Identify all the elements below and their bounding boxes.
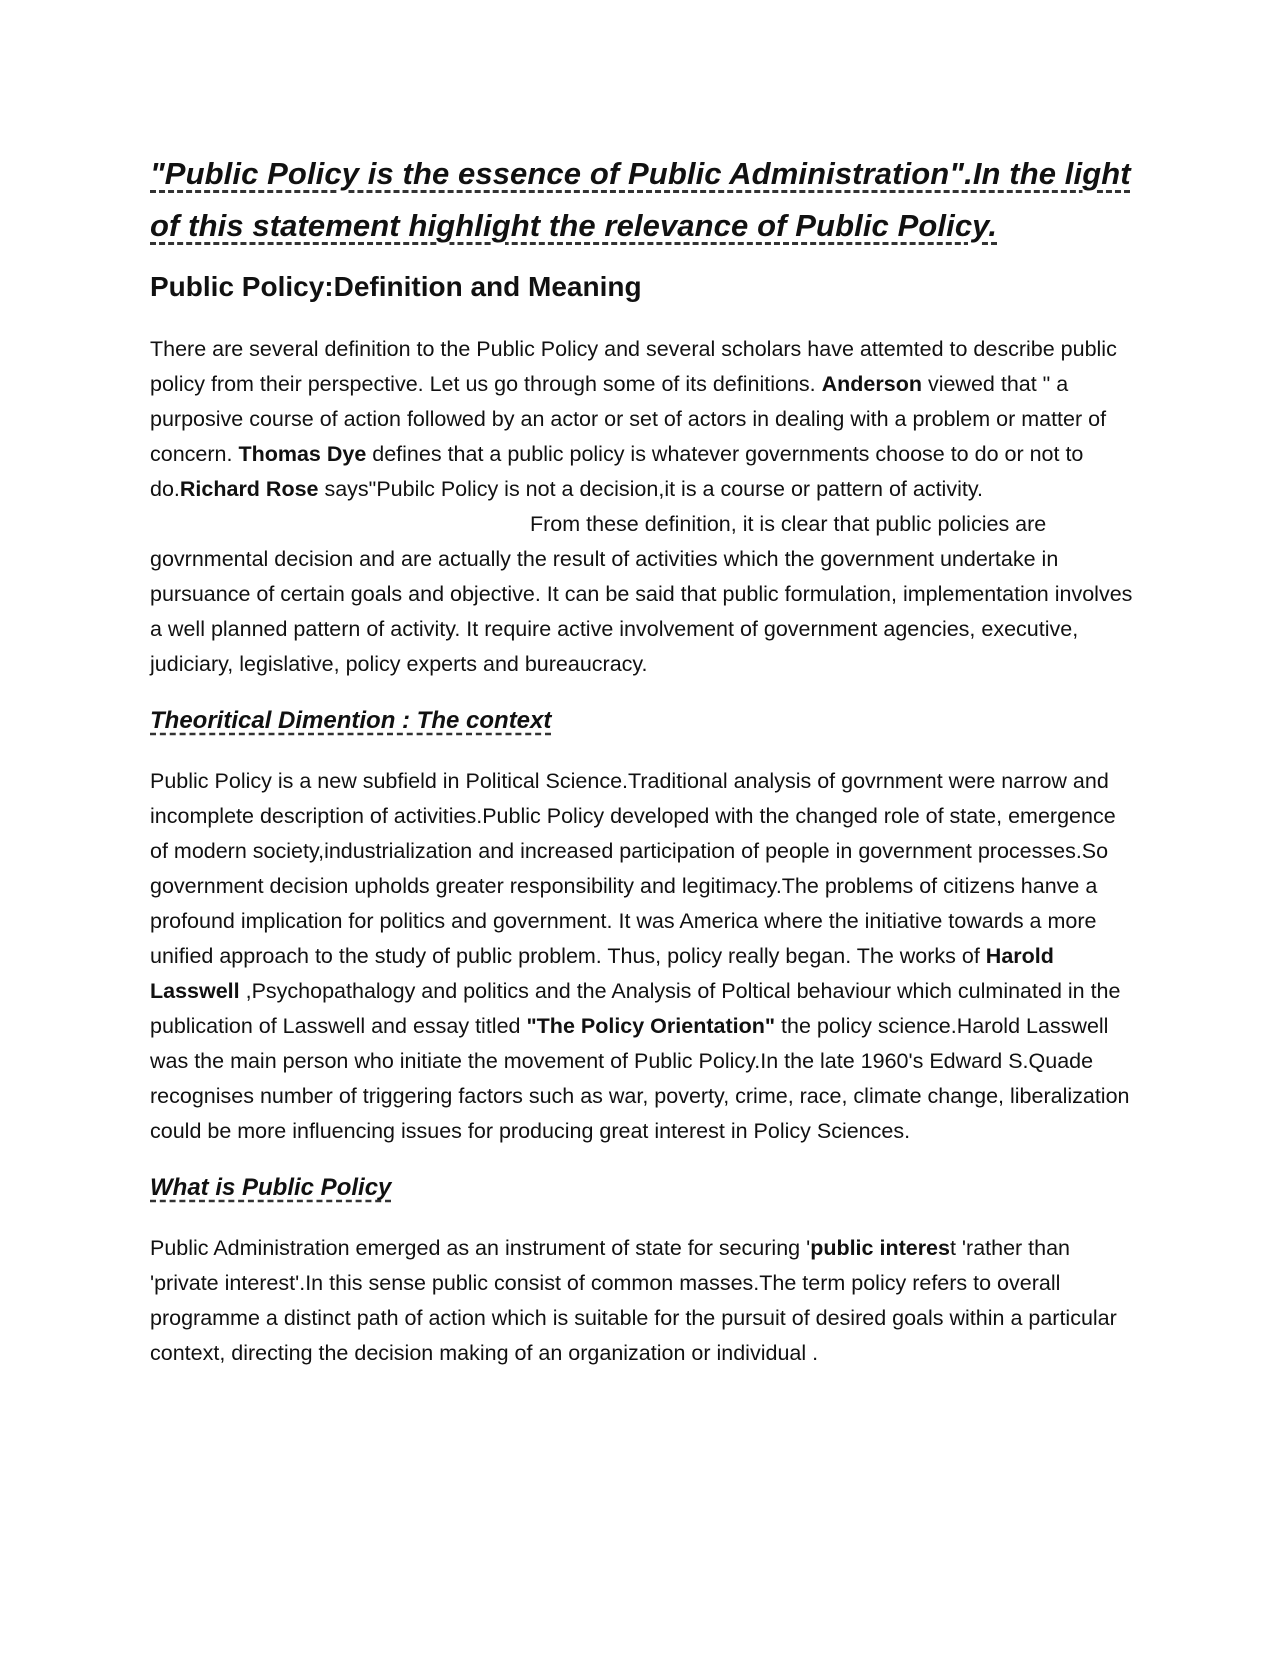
bold-harold-lasswell: Harold Lasswell [150,944,1054,1003]
paragraph-definition [150,332,1135,682]
document-page [150,148,1135,1371]
bold-richard-rose: Richard Rose [179,477,319,501]
text-run: ,Psychopathalogy and politics and the Analysis of Poltical behaviour which culminated in the publication of Lasswell and essay titled [150,979,1121,1038]
text-run: the policy science.Harold Lasswell was the main person who initiate the movement of Public Policy.In the late 1960's Edward S.Quade recognises number of triggering factors such as war, poverty, crime, race, climate change, liberalization could be more influencing issues for producing great interest in Policy Sciences. [150,1014,1130,1143]
document-title: "Public Policy is the essence of Public Administration".In the light of this statement highlight the relevance of Public Policy. [150,156,1131,243]
section-heading-definition: Public Policy:Definition and Meaning [150,271,642,302]
text-run: viewed that " a purposive course of action followed by an actor or set of actors in dealing with a problem or matter of concern. [150,372,1107,466]
bold-policy-orientation: "The Policy Orientation" [526,1014,776,1038]
text-run: says"Pubilc Policy is not a decision,it is a course or pattern of activity. [318,477,983,501]
text-run: Public Administration emerged as an instrument of state for securing ' [150,1236,811,1260]
paragraph-theoretical [150,764,1135,1149]
section-heading-what-is: What is Public Policy [150,1174,392,1201]
text-run: defines that a public policy is whatever governments choose to do or not to do. [150,442,1084,501]
text-run: There are several definition to the Public Policy and several scholars have attemted to describe public policy from their perspective. Let us go through some of its definitions. [150,337,1117,396]
bold-anderson: Anderson [821,372,922,396]
text-run: From these definition, it is clear that public policies are govrnmental decision and are actually the result of activities which the government undertake in pursuance of certain goals and objective. It can be said that public formulation, implementation involves a well planned pattern of activity. It require active involvement of government agencies, executive, judiciary, legislative, policy experts and bureaucracy. [150,512,1133,676]
bold-public-interest: public interes [810,1236,950,1260]
paragraph-what-is [150,1231,1135,1371]
text-run: Public Policy is a new subfield in Political Science.Traditional analysis of govrnment were narrow and incomplete description of activities.Public Policy developed with the changed role of state, emergence of modern society,industrialization and increased participation of people in government processes.So government decision upholds greater responsibility and legitimacy.The problems of citizens hanve a profound implication for politics and government. It was America where the initiative towards a more unified approach to the study of public problem. Thus, policy really began. The works of [150,769,1116,968]
bold-thomas-dye: Thomas Dye [238,442,367,466]
text-run: t 'rather than 'private interest'.In this sense public consist of common masses.The term policy refers to overall programme a distinct path of action which is suitable for the pursuit of desired goals within a particular context, directing the decision making of an organization or individual . [150,1236,1117,1365]
section-heading-theoretical: Theoritical Dimention : The context [150,707,552,734]
